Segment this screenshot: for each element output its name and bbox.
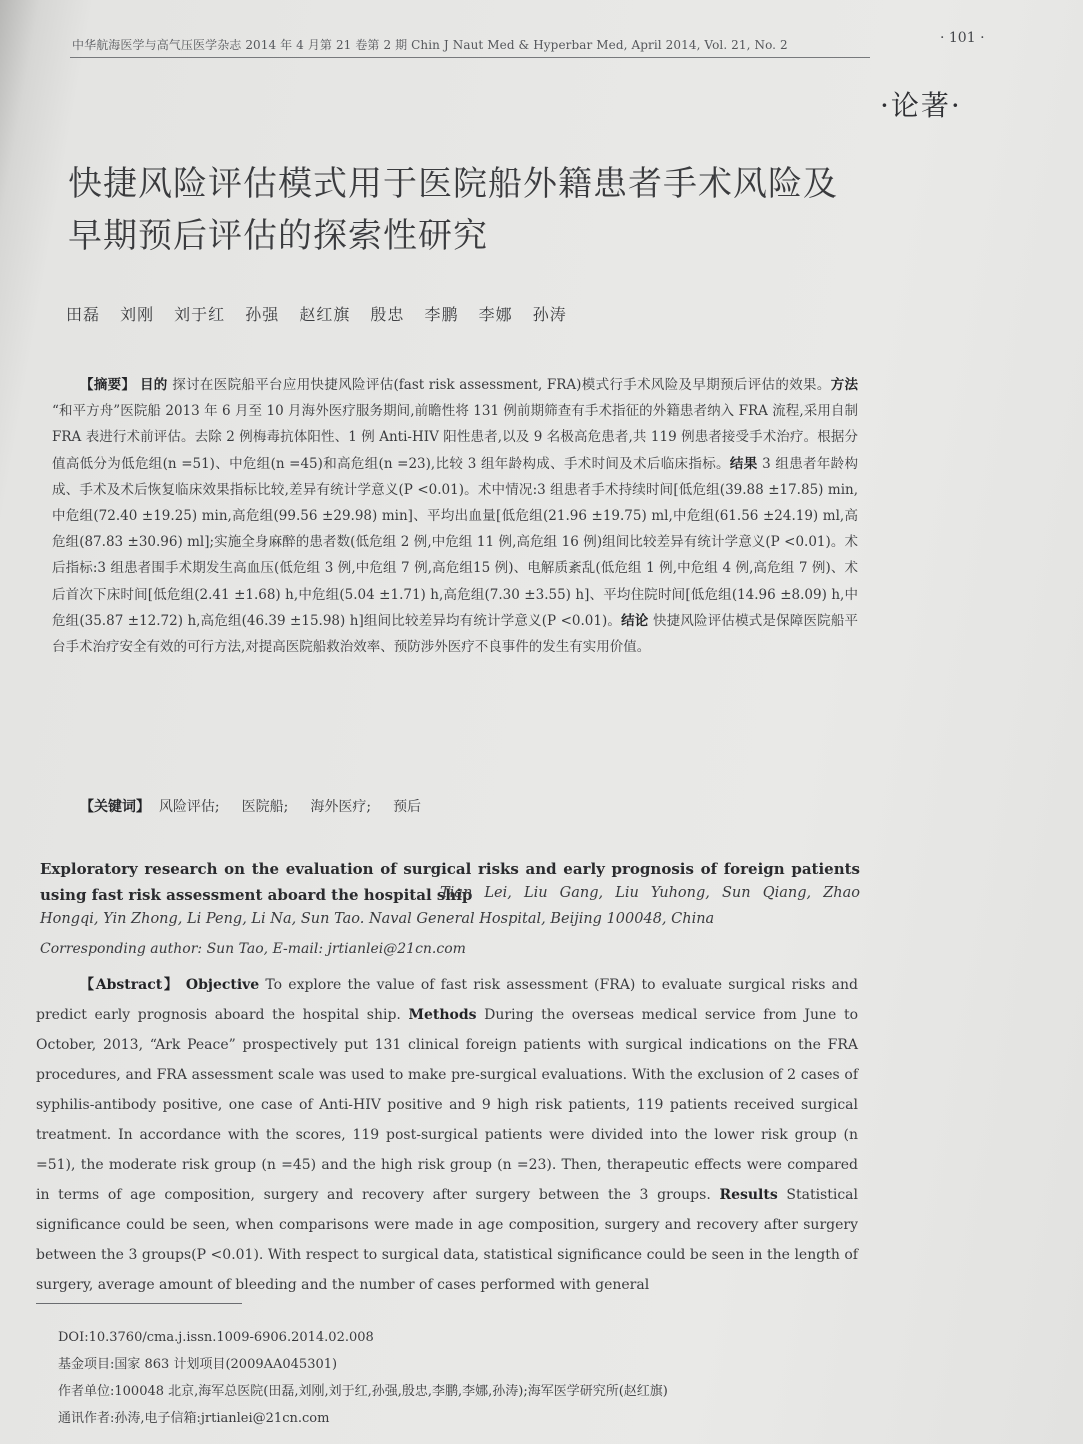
keyword-item: 预后 — [393, 799, 422, 815]
results-en-label: Results — [719, 1187, 778, 1203]
objective-en-text: To explore the value of fast risk assessment (FRA) to evaluate surgical risks and predict early prognosis aboard the hospital ship. — [36, 977, 858, 1023]
footnotes — [58, 1324, 898, 1432]
footnote-rule — [36, 1303, 242, 1304]
abstract-cn — [52, 372, 858, 660]
english-corresponding-author: Corresponding author: Sun Tao, E-mail: jrtianlei@21cn.com — [40, 941, 466, 957]
abstract-en — [36, 970, 858, 1300]
methods-cn-text: “和平方舟”医院船 2013 年 6 月至 10 月海外医疗服务期间,前瞻性将 131 例前期筛查有手术指征的外籍患者纳入 FRA 流程,采用自制 FRA 表进行术前评估。去除 2 例梅毒抗体阳性、1 例 Anti-HIV 阳性患者,以及 9 名极高危患者,共 119 例患者接受手术治疗。根据分值高低分为低危组(n =51)、中危组(n =45)和高危组(n =23),比较 3 组年龄构成、手术时间及术后临床指标。 — [52, 403, 858, 472]
results-cn-text: 3 组患者年龄构成、手术及术后恢复临床效果指标比较,差异有统计学意义(P <0.01)。术中情况:3 组患者手术持续时间[低危组(39.88 ±17.85) min,中危组(72.40 ±19.25) min,高危组(99.56 ±29.98) min]、平均出血量[低危组(21.96 ±19.75) ml,中危组(61.56 ±24.19) ml,高危组(87.83 ±30.96) ml];实施全身麻醉的患者数(低危组 2 例,中危组 11 例,高危组 16 例)组间比较差异有统计学意义(P <0.01)。术后指标:3 组患者围手术期发生高血压(低危组 3 例,中危组 7 例,高危组15 例)、电解质紊乱(低危组 1 例,中危组 4 例,高危组 7 例)、术后首次下床时间[低危组(2.41 ±1.68) h,中危组(5.04 ±1.71) h,高危组(7.30 ±3.55) h]、平均住院时间[低危组(14.96 ±8.09) h,中危组(35.87 ±12.72) h,高危组(46.39 ±15.98) h]组间比较差异均有统计学意义(P <0.01)。 — [52, 455, 858, 629]
keywords-cn — [80, 796, 443, 816]
objective-en-label: Objective — [185, 977, 260, 993]
english-byline: Tian Lei, Liu Gang, Liu Yuhong, Sun Qiang, Zhao Hongqi, Yin Zhong, Li Peng, Li Na, Sun Tao. Naval General Hospital, Beijing 100048, China — [40, 885, 860, 927]
objective-cn-text: 探讨在医院船平台应用快捷风险评估(fast risk assessment, FRA)模式行手术风险及早期预后评估的效果。 — [172, 377, 831, 393]
article-title: 快捷风险评估模式用于医院船外籍患者手术风险及早期预后评估的探索性研究 — [68, 164, 838, 256]
keyword-item: 医院船; — [241, 799, 289, 815]
results-cn-label: 结果 — [729, 455, 758, 472]
conclusion-cn-label: 结论 — [621, 612, 649, 629]
header-rule — [70, 57, 870, 58]
results-en-text: Statistical significance could be seen, when comparisons were made in age composition, surgery and recovery after surgery between the 3 groups(P <0.01). With respect to surgical data, statistical significance could be seen in the length of surgery, average amount of bleeding and the number of cases performed with general — [36, 1187, 859, 1293]
abstract-en-label: 【Abstract】 — [80, 977, 180, 993]
footnote-affiliation: 作者单位:100048 北京,海军总医院(田磊,刘刚,刘于红,孙强,殷忠,李鹏,李娜,孙涛);海军医学研究所(赵红旗) — [58, 1384, 668, 1399]
running-header: 中华航海医学与高气压医学杂志 2014 年 4 月第 21 卷第 2 期 Chin J Naut Med & Hyperbar Med, April 2014, Vol. 21, No. 2 — [72, 38, 788, 52]
page-number: · 101 · — [940, 30, 985, 46]
keyword-item: 风险评估; — [158, 799, 220, 815]
objective-cn-label: 目的 — [139, 377, 168, 393]
keyword-item: 海外医疗; — [310, 799, 372, 815]
footnote-doi: DOI:10.3760/cma.j.issn.1009-6906.2014.02.008 — [58, 1330, 374, 1345]
author-list: 田磊 刘刚 刘于红 孙强 赵红旗 殷忠 李鹏 李娜 孙涛 — [66, 305, 567, 324]
keywords-cn-label: 【关键词】 — [80, 799, 150, 815]
conclusion-cn-text: 快捷风险评估模式是保障医院船平台手术治疗安全有效的可行方法,对提高医院船救治效率、预防涉外医疗不良事件的发生有实用价值。 — [52, 612, 859, 656]
section-label: ·论著· — [880, 89, 962, 122]
footnote-funding: 基金项目:国家 863 计划项目(2009AA045301) — [58, 1357, 338, 1372]
methods-en-label: Methods — [408, 1007, 477, 1023]
methods-en-text: During the overseas medical service from June to October, 2013, “Ark Peace” prospectively put 131 clinical foreign patients with surgical indications on the FRA procedures, and FRA assessment scale was used to make pre-surgical evaluations. With the exclusion of 2 cases of syphilis-antibody positive, one case of Anti-HIV positive and 9 high risk patients, 119 patients received surgical treatment. In accordance with the scores, 119 post-surgical patients were divided into the lower risk group (n =51), the moderate risk group (n =45) and the high risk group (n =23). Then, therapeutic effects were compared in terms of age composition, surgery and recovery after surgery between the 3 groups. — [36, 1007, 859, 1203]
english-title: Exploratory research on the evaluation of surgical risks and early prognosis of foreign patients using fast risk assessment aboard the hospital ship — [40, 860, 860, 904]
methods-cn-label: 方法 — [830, 377, 859, 393]
footnote-correspondence: 通讯作者:孙涛,电子信箱:jrtianlei@21cn.com — [58, 1411, 330, 1426]
abstract-cn-label: 【摘要】 — [80, 377, 136, 393]
